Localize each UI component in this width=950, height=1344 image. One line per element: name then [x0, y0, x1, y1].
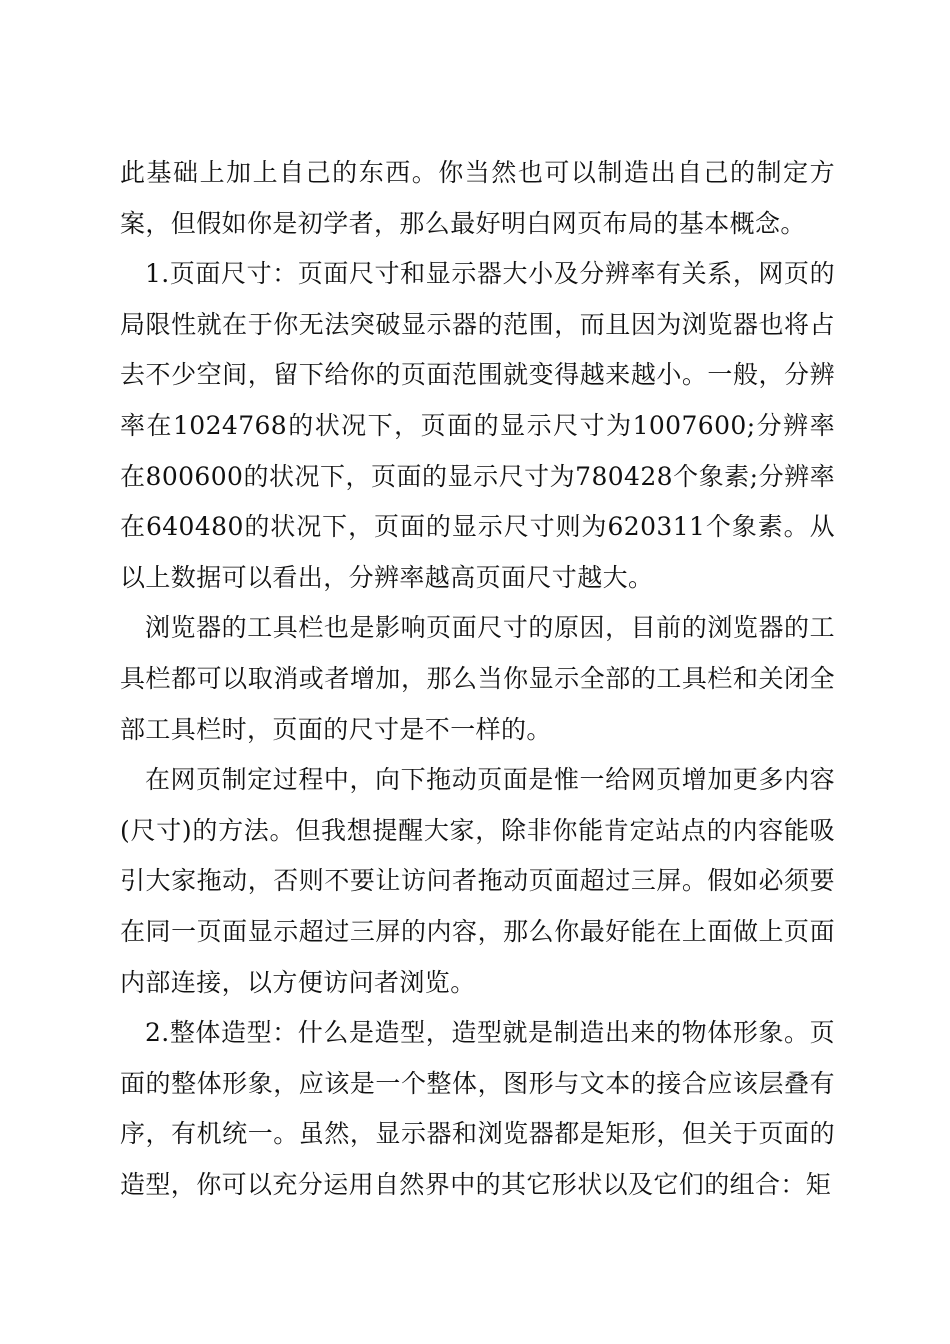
paragraph-continuation: 此基础上加上自己的东西。你当然也可以制造出自己的制定方案，但假如你是初学者，那么最好明白网页布局的基本概念。	[120, 158, 835, 238]
paragraph-scrolling: 在网页制定过程中，向下拖动页面是惟一给网页增加更多内容(尺寸)的方法。但我想提醒大家，除非你能肯定站点的内容能吸引大家拖动，否则不要让访问者拖动页面超过三屏。假如必须要在同一页面显示超过三屏的内容，那么你最好能在上面做上页面内部连接，以方便访问者浏览。	[120, 765, 835, 997]
paragraph-toolbar: 浏览器的工具栏也是影响页面尺寸的原因，目前的浏览器的工具栏都可以取消或者增加，那么当你显示全部的工具栏和关闭全部工具栏时，页面的尺寸是不一样的。	[120, 613, 835, 744]
paragraph-overall-shape: 2.整体造型：什么是造型，造型就是制造出来的物体形象。页面的整体形象，应该是一个整体，图形与文本的接合应该层叠有序，有机统一。虽然，显示器和浏览器都是矩形，但关于页面的造型，你可以充分运用自然界中的其它形状以及它们的组合：矩	[120, 1018, 835, 1199]
paragraph-page-size: 1.页面尺寸：页面尺寸和显示器大小及分辨率有关系，网页的局限性就在于你无法突破显示器的范围，而且因为浏览器也将占去不少空间，留下给你的页面范围就变得越来越小。一般，分辨率在1024768的状况下，页面的显示尺寸为1007600;分辨率在800600的状况下，页面的显示尺寸为780428个象素;分辨率在640480的状况下，页面的显示尺寸则为620311个象素。从以上数据可以看出，分辨率越高页面尺寸越大。	[120, 259, 835, 592]
document-body	[120, 148, 835, 1210]
